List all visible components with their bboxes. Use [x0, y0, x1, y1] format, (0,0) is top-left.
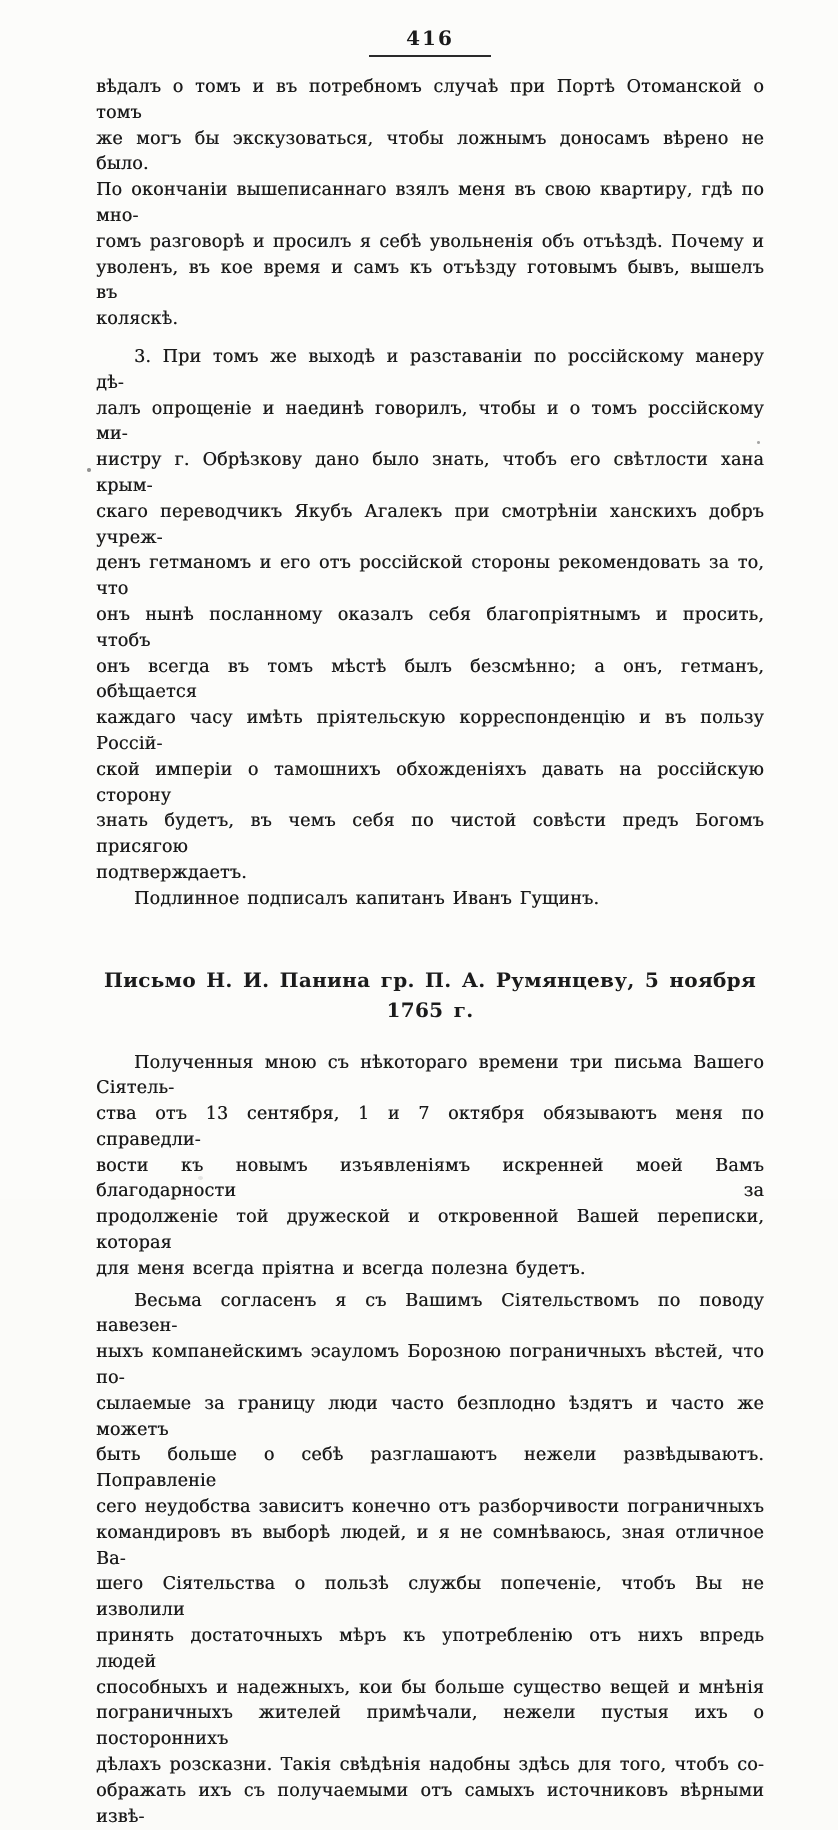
text-line: коляскѣ.	[96, 309, 179, 330]
text-line: Подлинное подписалъ капитанъ Иванъ Гущинъ.	[134, 888, 600, 909]
text-line: Полученныя мною съ нѣкотораго времени три письма Вашего Сіятель-	[96, 1052, 764, 1099]
letter-heading: Письмо Н. И. Панина гр. П. А. Румянцеву, 5 ноября 1765 г.	[103, 967, 757, 1022]
text-line: Весьма согласенъ я съ Вашимъ Сіятельствомъ по поводу навезен-	[96, 1290, 764, 1337]
text-line: онъ нынѣ посланному оказалъ себя благопріятнымъ и просить, чтобъ	[96, 604, 764, 651]
text-line: продолженіе той дружеской и откровенной Вашей переписки, которая	[96, 1207, 764, 1254]
letter-body-paragraph-1	[96, 1051, 764, 1283]
text-line: вѣдалъ о томъ и въ потребномъ случаѣ при Портѣ Отоманской о томъ	[96, 77, 764, 123]
text-line: денъ гетманомъ и его отъ россійской стороны рекомендовать за то, что	[96, 553, 764, 600]
text-line: По окончаніи вышеписаннаго взялъ меня въ свою квартиру, гдѣ по мно-	[96, 180, 764, 226]
text-line: пограничныхъ жителей примѣчали, нежели пустыя ихъ о постороннихъ	[96, 1703, 764, 1750]
page-body	[96, 75, 764, 1830]
text-line: для меня всегда пріятна и всегда полезна будетъ.	[96, 1258, 586, 1279]
text-line: подтверждаетъ.	[96, 862, 247, 883]
paragraph-continuation	[96, 75, 764, 333]
text-line: ства отъ 13 сентября, 1 и 7 октября обязываютъ меня по справедли-	[96, 1104, 764, 1150]
scan-speck	[198, 1176, 203, 1180]
text-line: уволенъ, въ кое время и самъ къ отъѣзду готовымъ бывъ, вышелъ въ	[96, 257, 764, 304]
letter-body-paragraph-2	[96, 1289, 764, 1830]
text-line: быть больше о себѣ разглашаютъ нежели развѣдываютъ. Поправленіе	[96, 1445, 764, 1492]
page-header	[96, 0, 764, 57]
signature-line	[96, 887, 764, 913]
text-line: онъ всегда въ томъ мѣстѣ былъ безсмѣнно; а онъ, гетманъ, обѣщается	[96, 656, 764, 703]
text-line: сылаемые за границу люди часто безплодно ѣздятъ и часто же можетъ	[96, 1393, 764, 1440]
scan-speck	[87, 468, 91, 472]
text-line: дѣлахъ розсказни. Такія свѣдѣнія надобны здѣсь для того, чтобъ со-	[96, 1755, 764, 1776]
text-line: командировъ въ выборѣ людей, и я не сомнѣваюсь, зная отличное Ва-	[96, 1522, 764, 1569]
text-line: ской имперіи о тамошнихъ обхожденіяхъ давать на россійскую сторону	[96, 759, 764, 806]
text-line: шего Сіятельства о пользѣ службы попеченіе, чтобъ Вы не изволили	[96, 1574, 764, 1621]
text-line: принять достаточныхъ мѣръ къ употребленію отъ нихъ впредь людей	[96, 1626, 764, 1672]
text-line: вости къ новымъ изъявленіямъ искренней моей Вамъ благодарности за	[96, 1155, 764, 1202]
text-line: нистру г. Обрѣзкову дано было знать, чтобъ его свѣтлости хана крым-	[96, 450, 764, 496]
text-line: каждаго часу имѣть пріятельскую корреспонденцію и въ пользу Россій-	[96, 708, 764, 754]
scan-speck	[757, 441, 760, 444]
numbered-paragraph-3	[96, 345, 764, 887]
text-line: лалъ опрощеніе и наединѣ говорилъ, чтобы и о томъ россійскому ми-	[96, 398, 764, 445]
page-number: 416	[406, 26, 454, 50]
text-line: же могъ бы экскузоваться, чтобы ложнымъ доносамъ вѣрено не было.	[96, 128, 764, 175]
text-line: способныхъ и надежныхъ, кои бы больше существо вещей и мнѣнія	[96, 1677, 764, 1698]
text-line: гомъ разговорѣ и просилъ я себѣ увольненія объ отъѣздѣ. Почему и	[96, 231, 764, 252]
text-line: сего неудобства зависитъ конечно отъ разборчивости пограничныхъ	[96, 1497, 764, 1518]
text-line: ныхъ компанейскимъ эсауломъ Борозною пограничныхъ вѣстей, что по-	[96, 1342, 764, 1389]
text-line: 3. При томъ же выходѣ и разставаніи по россійскому манеру дѣ-	[96, 346, 764, 393]
text-line: знать будетъ, въ чемъ себя по чистой совѣсти предъ Богомъ присягою	[96, 811, 764, 858]
text-line: скаго переводчикъ Якубъ Агалекъ при смотрѣніи ханскихъ добръ учреж-	[96, 501, 764, 548]
page-number-rule	[369, 55, 491, 57]
text-line: ображать ихъ съ получаемыми отъ самыхъ источниковъ вѣрными извѣ-	[96, 1780, 764, 1827]
